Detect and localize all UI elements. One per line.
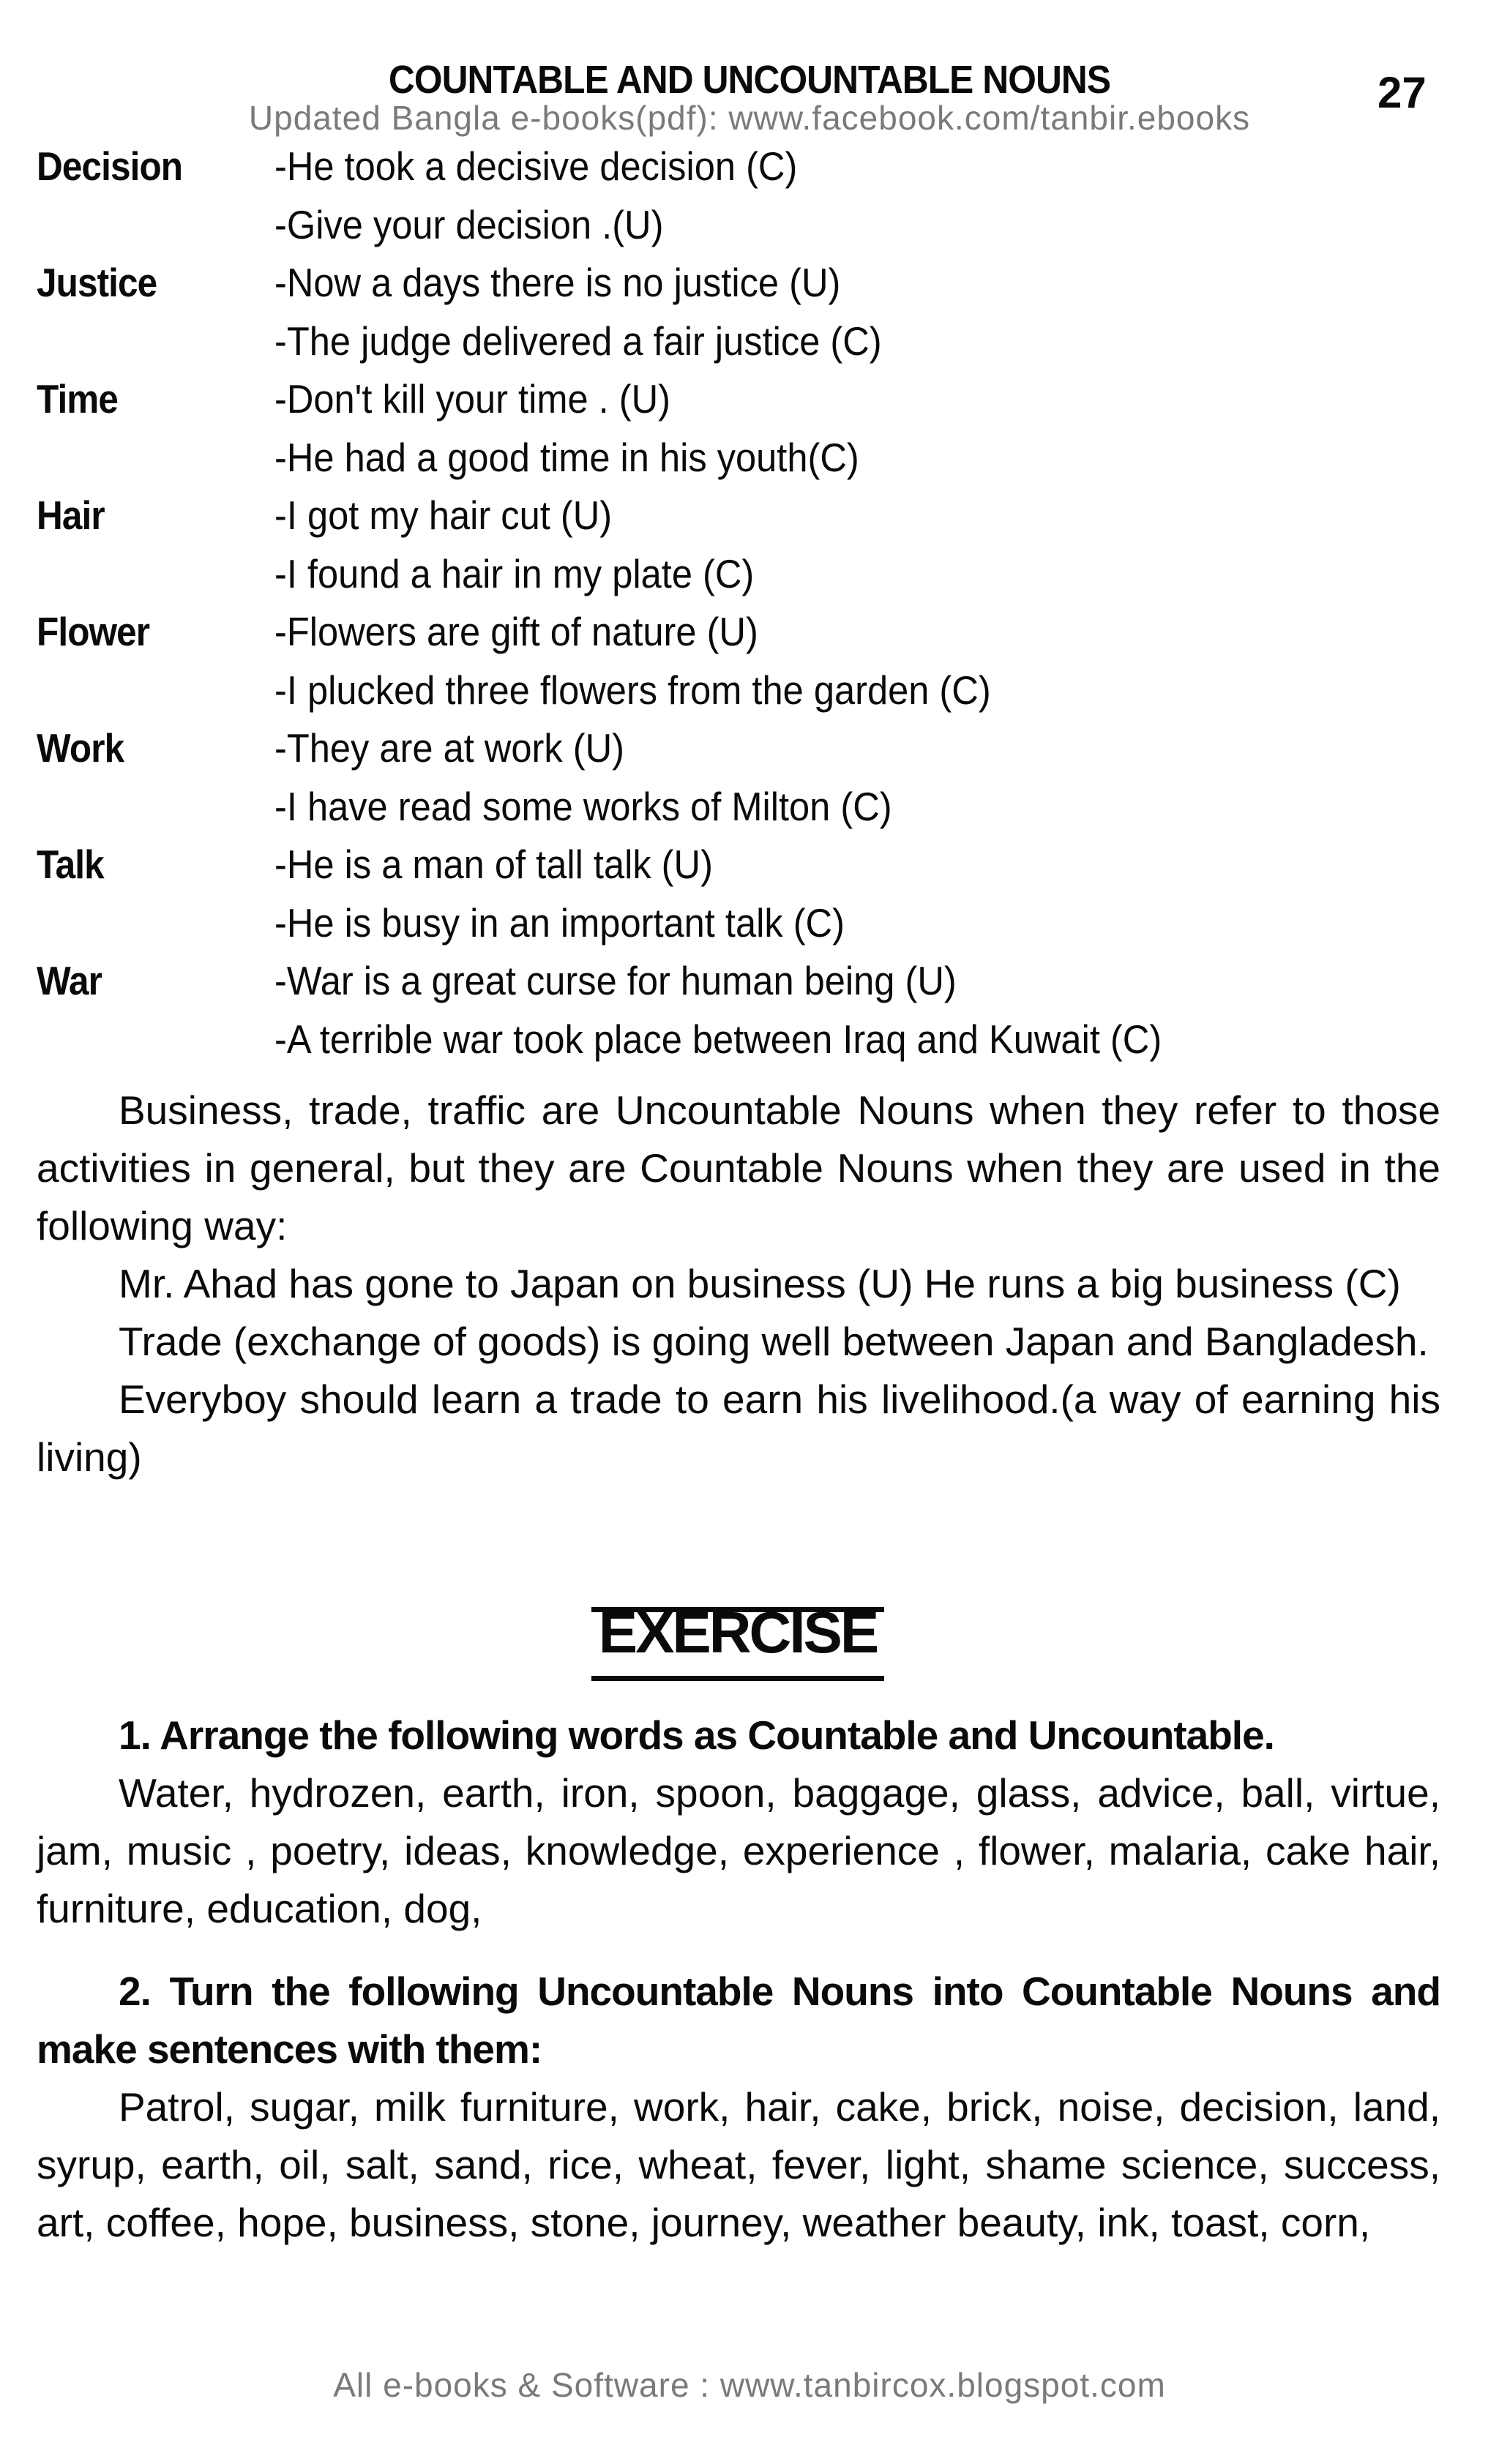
example-sentence: -I have read some works of Milton (C) — [274, 783, 892, 829]
page-number: 27 — [1377, 68, 1427, 117]
question-title: 2. Turn the following Uncountable Nouns into Countable Nouns and make sentences with them: — [37, 1969, 1440, 2072]
example-row-hair-2 — [37, 550, 1457, 609]
header-watermark: Updated Bangla e-books(pdf): www.facebook.com/tanbir.ebooks — [248, 99, 1251, 137]
explanation-section — [37, 1082, 1440, 1486]
example-row-war — [37, 957, 1457, 1016]
example-sentence: -He took a decisive decision (C) — [274, 143, 798, 189]
paragraph: Business, trade, traffic are Uncountable Nouns when they refer to those activities in general, but they are Countable Nouns when they are used in the following way: — [37, 1087, 1440, 1248]
example-row-flower — [37, 608, 1457, 667]
exercise-heading: EXERCISE — [598, 1600, 878, 1665]
example-sentence: -They are at work (U) — [274, 725, 624, 771]
example-sentence: -War is a great curse for human being (U) — [274, 958, 957, 1003]
example-row-talk-2 — [37, 899, 1457, 958]
example-row-time-2 — [37, 434, 1457, 493]
example-word: Time — [37, 376, 119, 422]
example-sentence: -A terrible war took place between Iraq and Kuwait (C) — [274, 1016, 1162, 1062]
exercise-question-2 — [37, 1963, 1440, 2252]
paragraph: Everyboy should learn a trade to earn his livelihood.(a way of earning his living) — [37, 1377, 1440, 1480]
example-sentence: -Flowers are gift of nature (U) — [274, 609, 758, 654]
example-sentence: -He had a good time in his youth(C) — [274, 434, 859, 480]
example-row-war-2 — [37, 1016, 1457, 1074]
example-row-work-2 — [37, 783, 1457, 842]
example-row-justice-2 — [37, 318, 1457, 376]
example-word: Flower — [37, 609, 150, 654]
example-word: Decision — [37, 143, 183, 189]
heading-rule-bottom — [591, 1676, 884, 1681]
paragraph: Mr. Ahad has gone to Japan on business (U) He runs a big business (C) — [119, 1261, 1401, 1306]
example-word: Talk — [37, 842, 104, 887]
exercise-question-1 — [37, 1707, 1440, 1938]
example-word: Hair — [37, 493, 105, 538]
example-sentence: -I found a hair in my plate (C) — [274, 550, 755, 596]
example-row-decision-2 — [37, 201, 1457, 260]
example-sentence: -Now a days there is no justice (U) — [274, 260, 841, 305]
page-title: COUNTABLE AND UNCOUNTABLE NOUNS — [388, 58, 1111, 102]
example-sentence: -The judge delivered a fair justice (C) — [274, 318, 882, 364]
example-row-time — [37, 375, 1457, 434]
example-row-talk — [37, 841, 1457, 899]
example-sentence: -I got my hair cut (U) — [274, 493, 613, 538]
example-sentence: -Give your decision .(U) — [274, 201, 664, 247]
example-sentence: -Don't kill your time . (U) — [274, 376, 671, 422]
question-body: Patrol, sugar, milk furniture, work, hair, cake, brick, noise, decision, land, syrup, earth, oil, salt, sand, rice, wheat, fever, light, shame science, success, art, coffee, hope, business, stone, journey, weather beauty, ink, toast, corn, — [37, 2084, 1440, 2245]
example-word: Work — [37, 725, 124, 771]
example-row-flower-2 — [37, 667, 1457, 725]
footer-watermark: All e-books & Software : www.tanbircox.blogspot.com — [333, 2366, 1166, 2404]
question-body: Water, hydrozen, earth, iron, spoon, baggage, glass, advice, ball, virtue, jam, music , poetry, ideas, knowledge, experience , flower, malaria, cake hair, furniture, education, dog, — [37, 1770, 1440, 1931]
example-row-work — [37, 724, 1457, 783]
paragraph: Trade (exchange of goods) is going well between Japan and Bangladesh. — [119, 1319, 1429, 1364]
example-word: Justice — [37, 260, 157, 305]
question-title: 1. Arrange the following words as Countable and Uncountable. — [119, 1712, 1274, 1758]
example-row-decision — [37, 143, 1457, 201]
example-sentence: -I plucked three flowers from the garden (C) — [274, 667, 991, 713]
example-sentence: -He is busy in an important talk (C) — [274, 899, 845, 945]
example-sentence: -He is a man of tall talk (U) — [274, 842, 713, 887]
example-row-justice — [37, 259, 1457, 318]
example-word: War — [37, 958, 102, 1003]
example-row-hair — [37, 492, 1457, 550]
examples-list — [37, 143, 1457, 1074]
